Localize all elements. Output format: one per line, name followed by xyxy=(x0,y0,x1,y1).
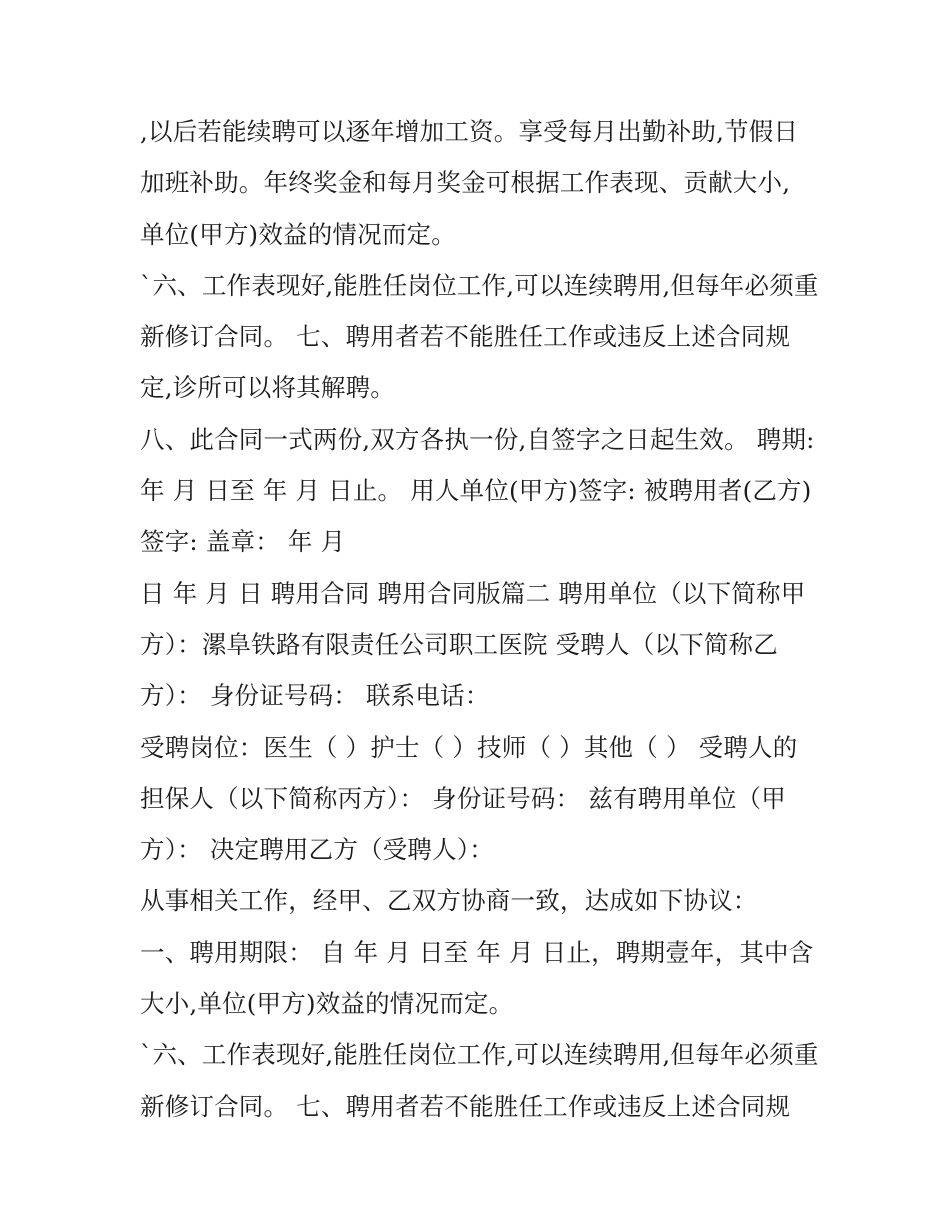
text-line: 大小,单位(甲方)效益的情况而定。 xyxy=(140,989,514,1019)
text-line: 从事相关工作，经甲、乙双方协商一致，达成如下协议： xyxy=(140,886,758,916)
text-line: 担保人（以下简称丙方）： 身份证号码： 兹有聘用单位（甲 xyxy=(140,783,786,813)
contract-text xyxy=(140,106,820,1132)
text-line: `六、工作表现好,能胜任岗位工作,可以连续聘用,但每年必须重 xyxy=(140,270,819,300)
text-line: 新修订合同。 七、聘用者若不能胜任工作或违反上述合同规 xyxy=(140,1091,791,1121)
text-line: 新修订合同。 七、聘用者若不能胜任工作或违反上述合同规 xyxy=(140,322,791,352)
text-line: 方）： 身份证号码： 联系电话： xyxy=(140,681,490,711)
text-line: 单位(甲方)效益的情况而定。 xyxy=(140,219,456,249)
text-line: 方）：漯阜铁路有限责任公司职工医院 受聘人（以下简称乙 xyxy=(140,629,778,659)
text-line: 一、聘用期限： 自 年 月 日至 年 月 日止，聘期壹年，其中含 xyxy=(140,937,814,967)
text-line: 方）： 决定聘用乙方（受聘人）： xyxy=(140,835,494,865)
text-line: `六、工作表现好,能胜任岗位工作,可以连续聘用,但每年必须重 xyxy=(140,1040,819,1070)
text-line: 定,诊所可以将其解聘。 xyxy=(140,373,395,403)
text-line: 日 年 月 日 聘用合同 聘用合同版篇二 聘用单位（以下简称甲 xyxy=(140,578,806,608)
text-line: 签字: 盖章： 年 月 xyxy=(140,527,346,557)
text-line: 年 月 日至 年 月 日止。 用人单位(甲方)签字: 被聘用者(乙方) xyxy=(140,476,812,506)
text-line: 加班补助。年终奖金和每月奖金可根据工作表现、贡献大小, xyxy=(140,168,791,198)
text-line: 八、此合同一式两份,双方各执一份,自签字之日起生效。 聘期: xyxy=(140,424,815,454)
text-line: 受聘岗位：医生（ ）护士（ ）技师（ ）其他（ ） 受聘人的 xyxy=(140,732,798,762)
text-line: ,以后若能续聘可以逐年增加工资。享受每月出勤补助,节假日 xyxy=(140,117,799,146)
